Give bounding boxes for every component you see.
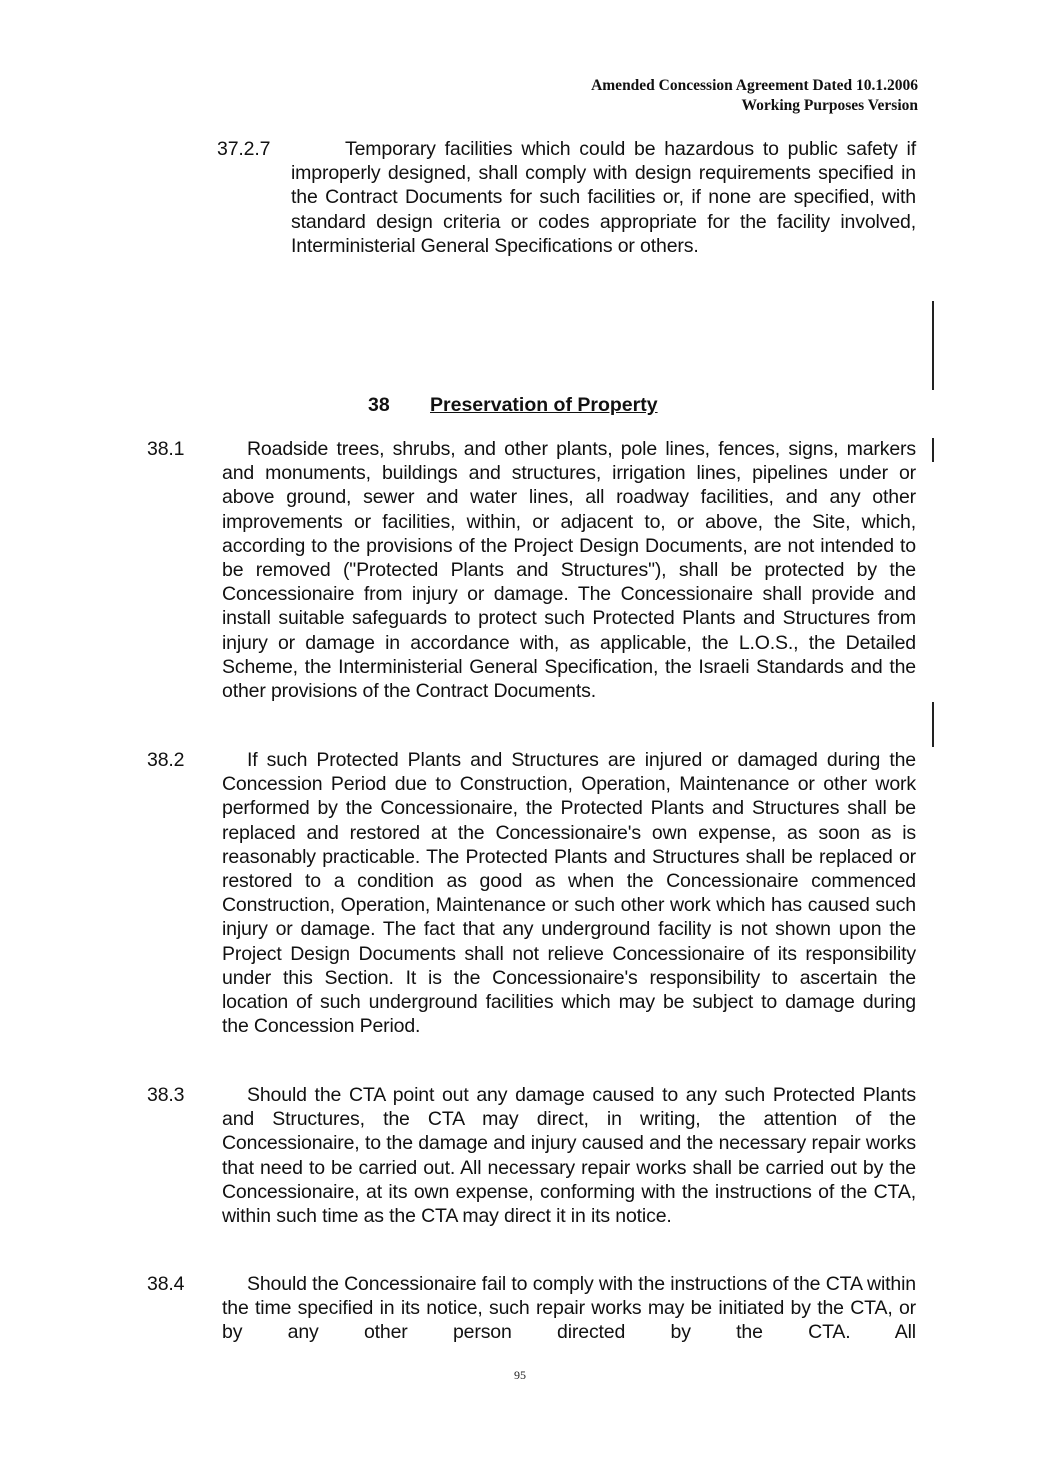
clause-37-2-7 bbox=[217, 137, 916, 258]
clause-38-2 bbox=[147, 748, 916, 1038]
page-header bbox=[591, 76, 918, 116]
clause-text: If such Protected Plants and Structures are injured or damaged during the Concession Period due to Construction, Operation, Maintenance or other work performed by the Concessionaire, the Protected Plants and Structures shall be replaced and restored at the Concessionaire's own expense, as soon as is reasonably practicable. The Protected Plants and Structures shall be replaced or restored to a condition as good as when the Concessionaire commenced Construction, Operation, Maintenance or such other work which has caused such injury or damage. The fact that any underground facility is not shown upon the Project Design Documents shall not relieve Concessionaire of its responsibility under this Section. It is the Concessionaire's responsibility to ascertain the location of such underground facilities which may be subject to damage during the Concession Period. bbox=[222, 749, 916, 1038]
header-title: Amended Concession Agreement Dated 10.1.2006 bbox=[591, 77, 918, 94]
clause-text: Roadside trees, shrubs, and other plants, pole lines, fences, signs, markers and monuments, buildings and structures, irrigation lines, pipelines under or above ground, sewer and water lines, all roadway facilities, and any other improvements or facilities, within, or adjacent to, or above, the Site, which, according to the provisions of the Project Design Documents, are not intended to be removed ("Protected Plants and Structures"), shall be protected by the Concessionaire from injury or damage. The Concessionaire shall provide and install suitable safeguards to protect such Protected Plants and Structures from injury or damage in accordance with, as applicable, the L.O.S., the Detailed Scheme, the Interministerial General Specification, the Israeli Standards and the other provisions of the Contract Documents. bbox=[222, 438, 916, 703]
section-title: Preservation of Property bbox=[430, 394, 658, 416]
clause-text: Should the Concessionaire fail to comply with the instructions of the CTA within the time specified in its notice, such repair works may be initiated by the CTA, or by any other person directed by the CTA. All bbox=[222, 1273, 916, 1344]
clause-text: Temporary facilities which could be hazardous to public safety if improperly designed, shall comply with design requirements specified in the Contract Documents for such facilities or, if none are specified, with standard design criteria or codes appropriate for the facility involved, Interministerial General Specifications or others. bbox=[291, 138, 916, 257]
clause-38-1 bbox=[147, 437, 916, 703]
clause-text: Should the CTA point out any damage caused to any such Protected Plants and Structures, the CTA may direct, in writing, the attention of the Concessionaire, to the damage and injury caused and the necessary repair works that need to be carried out. All necessary repair works shall be carried out by the Concessionaire, at its own expense, conforming with the instructions of the CTA, within such time as the CTA may direct it in its notice. bbox=[222, 1084, 916, 1228]
header-version: Working Purposes Version bbox=[741, 97, 918, 114]
page-number: 95 bbox=[514, 1368, 526, 1382]
clause-number: 38.4 bbox=[147, 1273, 185, 1295]
clause-number: 38.1 bbox=[147, 438, 185, 460]
revision-bar bbox=[932, 438, 934, 462]
revision-bar bbox=[932, 702, 934, 747]
section-heading bbox=[368, 394, 658, 417]
clause-38-3 bbox=[147, 1083, 916, 1228]
clause-number: 38.2 bbox=[147, 749, 185, 771]
clause-38-4 bbox=[147, 1272, 916, 1345]
section-number: 38 bbox=[368, 394, 390, 416]
clause-number: 38.3 bbox=[147, 1084, 185, 1106]
clause-number: 37.2.7 bbox=[217, 138, 271, 160]
revision-bar bbox=[932, 301, 934, 390]
